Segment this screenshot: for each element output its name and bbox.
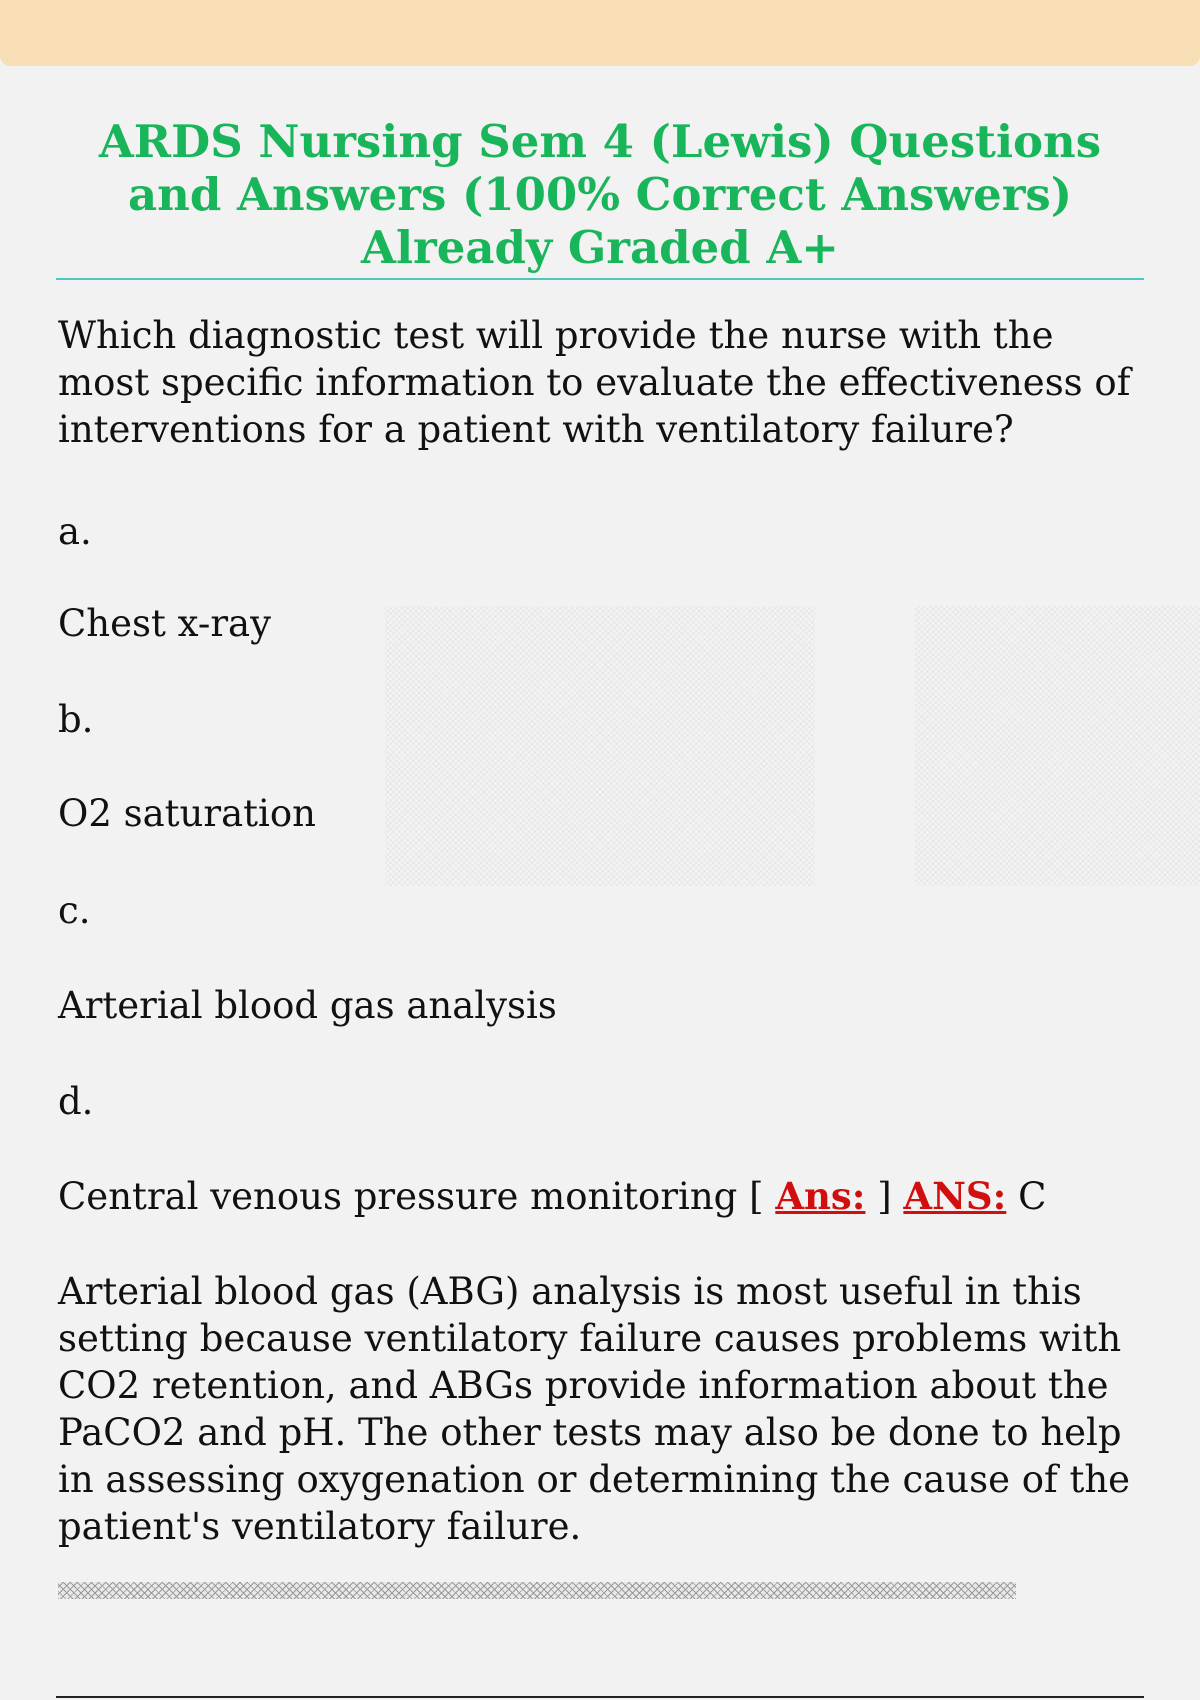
option-b-text: O2 saturation xyxy=(58,792,316,835)
rationale-text: Arterial blood gas (ABG) analysis is most useful in this setting because ventilatory failure causes problems with CO2 retention, and ABGs provide information about the PaCO2 and pH. The other tests may also be done to help in assessing oxygenation or determining the cause of the patient's ventilatory failure. xyxy=(58,1270,1131,1548)
document-title: ARDS Nursing Sem 4 (Lewis) Questions and Answers (100% Correct Answers) Already Graded A+ xyxy=(98,115,1102,274)
option-c-text: Arterial blood gas analysis xyxy=(58,984,557,1027)
bottom-divider xyxy=(56,1696,1144,1698)
option-a-letter: a. xyxy=(58,510,92,553)
top-banner xyxy=(0,0,1200,66)
answer-close-bracket: ] xyxy=(877,1175,892,1218)
option-d-line xyxy=(58,1173,1046,1220)
watermark-block-right xyxy=(915,606,1200,886)
option-d-letter: d. xyxy=(58,1080,94,1123)
option-b-letter: b. xyxy=(58,698,94,741)
answer-label-2: ANS: xyxy=(903,1174,1007,1218)
answer-open-bracket: [ xyxy=(749,1175,764,1218)
question-text: Which diagnostic test will provide the nurse with the most specific information to evaluate the effectiveness of interventions for a patient with ventilatory failure? xyxy=(58,314,1131,451)
answer-label-1: Ans: xyxy=(775,1174,866,1218)
option-c-letter: c. xyxy=(58,889,91,932)
title-divider xyxy=(56,278,1144,280)
hatched-separator xyxy=(58,1582,1016,1599)
option-a-text: Chest x-ray xyxy=(58,602,272,645)
answer-value: C xyxy=(1018,1175,1047,1218)
option-d-text: Central venous pressure monitoring xyxy=(58,1175,738,1218)
watermark-block-left xyxy=(385,606,815,886)
